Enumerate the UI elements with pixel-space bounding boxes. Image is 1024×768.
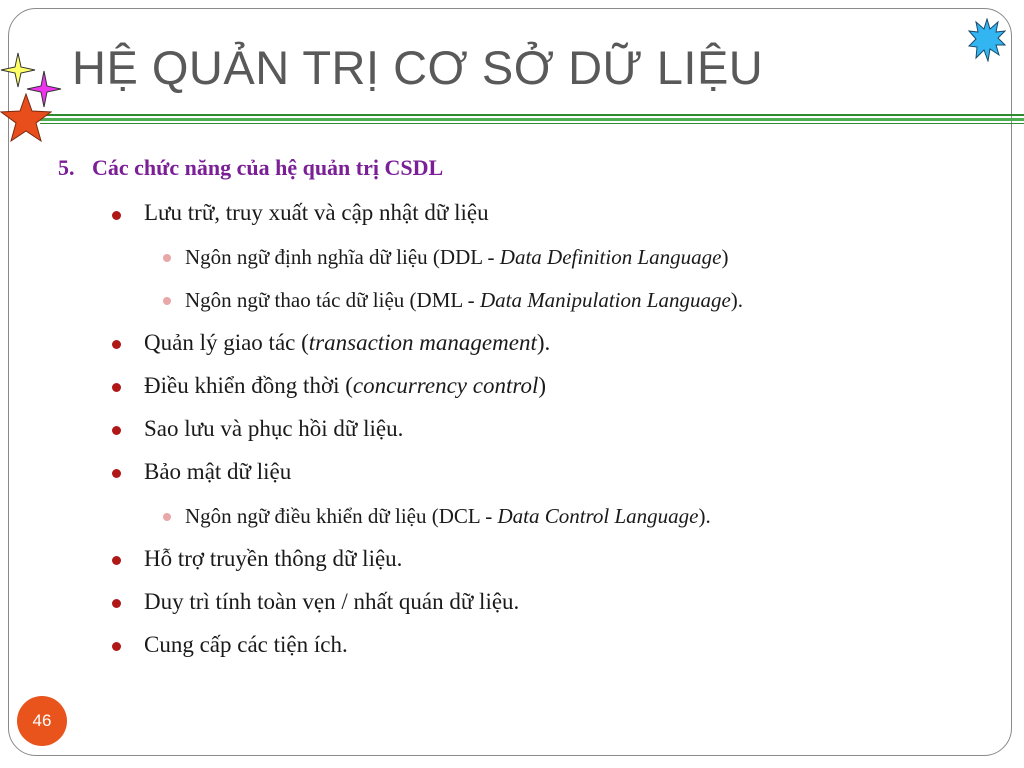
sub-bullet-icon	[163, 297, 171, 305]
sub-bullet-icon	[163, 254, 171, 262]
list-item: Lưu trữ, truy xuất và cập nhật dữ liệu	[144, 200, 489, 225]
page-number-badge: 46	[17, 696, 67, 746]
bullet-icon	[112, 599, 121, 608]
sub-list-item: Ngôn ngữ điều khiển dữ liệu (DCL - Data Control Language).	[185, 504, 711, 528]
bullet-icon	[112, 556, 121, 565]
list-item: Quản lý giao tác (transaction management).	[144, 330, 551, 355]
bullet-icon	[112, 469, 121, 478]
sub-list-item: Ngôn ngữ định nghĩa dữ liệu (DDL - Data Definition Language)	[185, 245, 729, 269]
list-item: Bảo mật dữ liệu	[144, 459, 292, 484]
slide-title: HỆ QUẢN TRỊ CƠ SỞ DỮ LIỆU	[72, 41, 764, 94]
list-item: Sao lưu và phục hồi dữ liệu.	[144, 416, 404, 441]
bullet-icon	[112, 426, 121, 435]
list-item: Hỗ trợ truyền thông dữ liệu.	[144, 546, 403, 571]
list-item: Duy trì tính toàn vẹn / nhất quán dữ liệu.	[144, 589, 520, 614]
bullet-icon	[112, 211, 121, 220]
list-item: Điều khiển đồng thời (concurrency control)	[144, 373, 547, 398]
sub-list-item: Ngôn ngữ thao tác dữ liệu (DML - Data Manipulation Language).	[185, 288, 744, 312]
bullet-icon	[112, 340, 121, 349]
bullet-icon	[112, 642, 121, 651]
bullet-icon	[112, 383, 121, 392]
section-heading	[58, 155, 443, 181]
section-number: 5.	[58, 155, 75, 180]
star-red-icon	[0, 93, 52, 143]
starburst-blue-icon	[968, 18, 1006, 62]
sub-bullet-icon	[163, 513, 171, 521]
title-underline	[0, 110, 1024, 126]
section-heading-text: Các chức năng của hệ quản trị CSDL	[92, 155, 444, 180]
list-item: Cung cấp các tiện ích.	[144, 632, 348, 657]
